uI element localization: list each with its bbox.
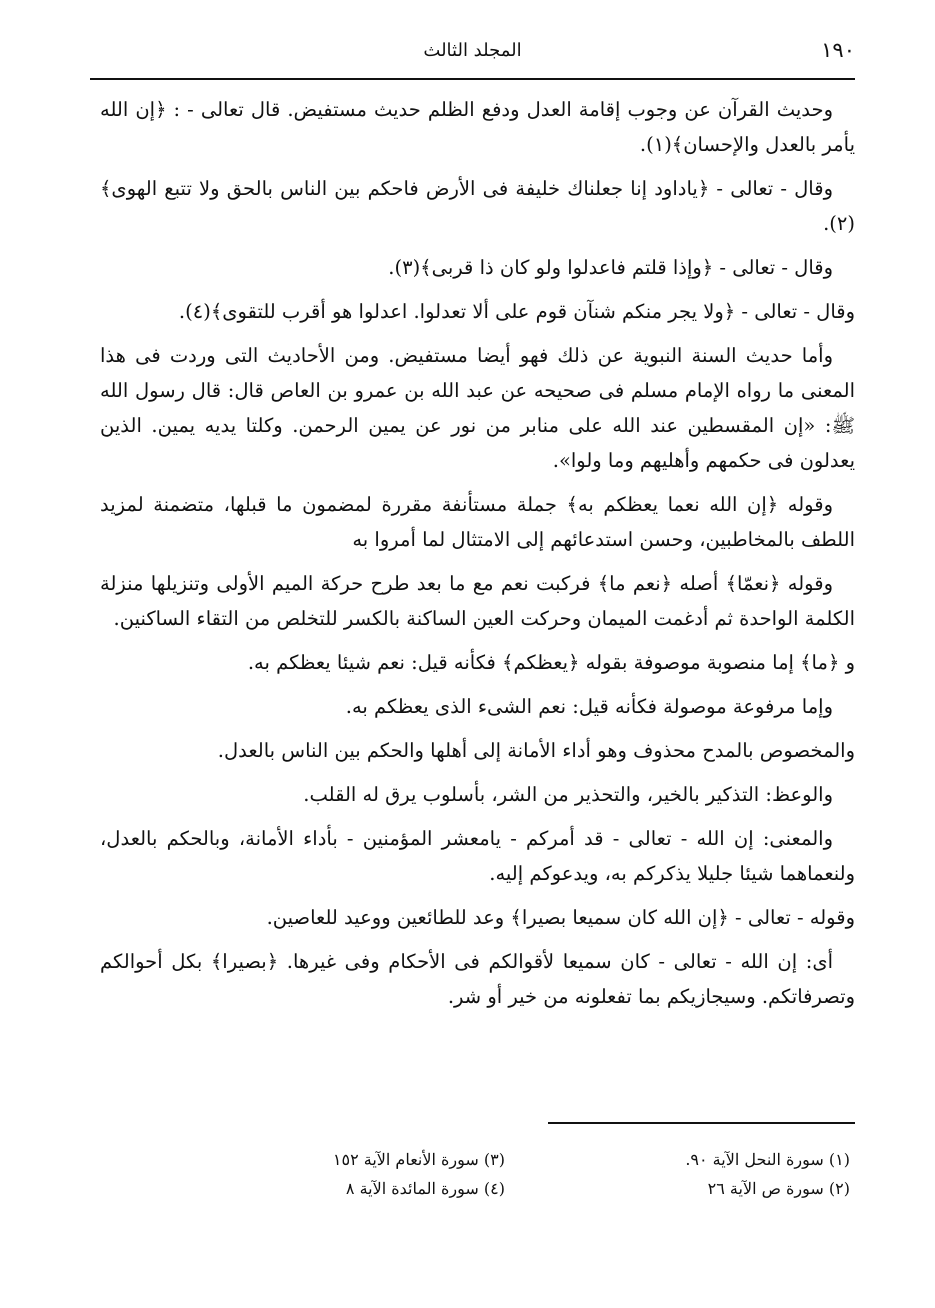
paragraph: والمخصوص بالمدح محذوف وهو أداء الأمانة إلى أهلها والحكم بين الناس بالعدل.: [217, 739, 855, 762]
page-number: ١٩٠: [821, 38, 855, 62]
footnote-3: (٣) سورة الأنعام الآية ١٥٢: [332, 1150, 505, 1169]
footnote-1: (١) سورة النحل الآية ٩٠.: [685, 1150, 850, 1169]
paragraph: وإما مرفوعة موصولة فكأنه قيل: نعم الشىء الذى يعظكم به.: [345, 695, 833, 718]
paragraph: وقال - تعالى - ﴿وإذا قلتم فاعدلوا ولو كان ذا قربى﴾(٣).: [388, 256, 833, 279]
paragraph: وقوله ﴿إن الله نعما يعظكم به﴾ جملة مستأنفة مقررة لمضمون ما قبلها، متضمنة لمزيد اللطف بالمخاطبين، وحسن استدعائهم إلى الامتثال لما أمروا به: [100, 493, 855, 551]
footnote-4: (٤) سورة المائدة الآية ٨: [345, 1179, 505, 1198]
paragraph: وأما حديث السنة النبوية عن ذلك فهو أيضا مستفيض. ومن الأحاديث التى وردت فى هذا المعنى ما رواه الإمام مسلم فى صحيحه عن عبد الله بن عمرو بن العاص قال: قال رسول الله ﷺ: «إن المقسطين عند الله على منابر من نور عن يمين الرحمن. وكلتا يديه يمين. الذين يعدلون فى حكمهم وأهليهم وما ولوا».: [100, 344, 855, 472]
paragraph: وقوله - تعالى - ﴿إن الله كان سميعا بصيرا﴾ وعد للطائعين ووعيد للعاصين.: [266, 906, 855, 929]
page-header: [90, 36, 855, 80]
paragraph: أى: إن الله - تعالى - كان سميعا لأقوالكم فى الأحكام وفى غيرها. ﴿بصيرا﴾ بكل أحوالكم وتصرفاتكم. وسيجازيكم بما تفعلونه من خير أو شر.: [100, 950, 855, 1008]
footnote-2: (٢) سورة ص الآية ٢٦: [707, 1179, 850, 1198]
paragraph: والوعظ: التذكير بالخير، والتحذير من الشر، بأسلوب يرق له القلب.: [303, 783, 833, 806]
paragraph: وحديث القرآن عن وجوب إقامة العدل ودفع الظلم حديث مستفيض. قال تعالى - : ﴿إن الله يأمر بالعدل والإحسان﴾(١).: [100, 98, 855, 156]
paragraph: و ﴿ما﴾ إما منصوبة موصوفة بقوله ﴿يعظكم﴾ فكأنه قيل: نعم شيئا يعظكم به.: [247, 651, 855, 674]
running-title: المجلد الثالث: [423, 40, 522, 61]
paragraph: وقال - تعالى - ﴿ياداود إنا جعلناك خليفة فى الأرض فاحكم بين الناس بالحق ولا تتبع الهوى﴾(٢).: [100, 177, 855, 235]
body-text: [100, 92, 855, 1023]
footnote-divider: [548, 1122, 855, 1124]
paragraph: وقوله ﴿نعمّا﴾ أصله ﴿نعم ما﴾ فركبت نعم مع ما بعد طرح حركة الميم الأولى وتنزيلها منزلة الكلمة الواحدة ثم أدغمت الميمان وحركت العين الساكنة بالكسر للتخلص من التقاء الساكنين.: [100, 572, 855, 630]
paragraph: وقال - تعالى - ﴿ولا يجر منكم شنآن قوم على ألا تعدلوا. اعدلوا هو أقرب للتقوى﴾(٤).: [178, 300, 855, 323]
paragraph: والمعنى: إن الله - تعالى - قد أمركم - يامعشر المؤمنين - بأداء الأمانة، وبالحكم بالعدل، ولنعماهما شيئا جليلا يذكركم به، ويدعوكم إليه.: [100, 827, 855, 885]
footnotes: [200, 1145, 850, 1203]
